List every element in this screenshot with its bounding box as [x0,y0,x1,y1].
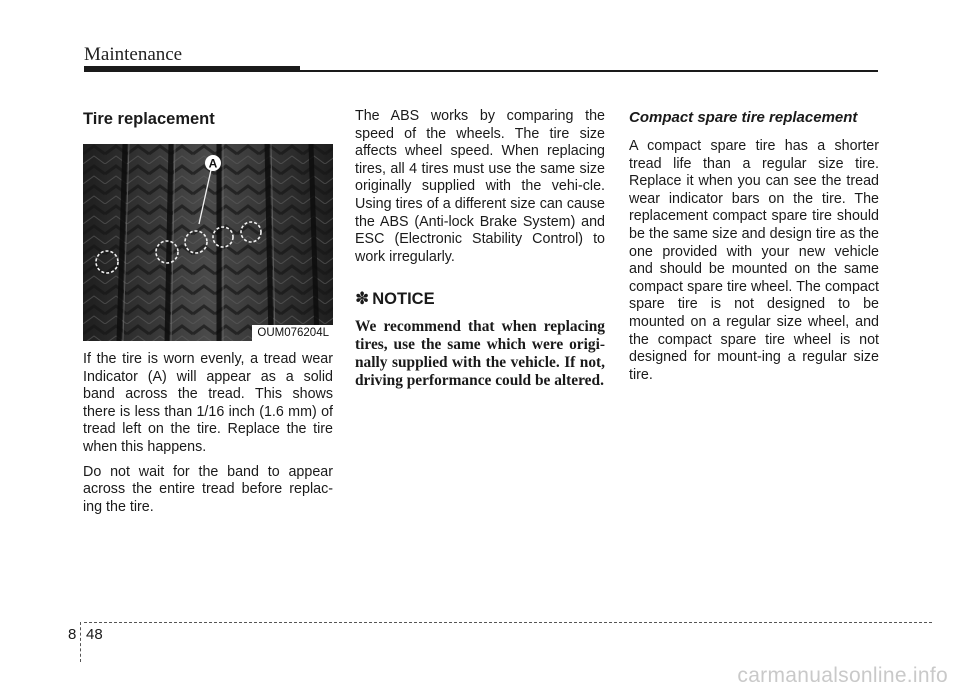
middle-column [355,108,605,390]
abs-paragraph: The ABS works by comparing the speed of the wheels. The tire size affects wheel speed. When replacing tires, all 4 tires must use the same size originally supplied with the vehi-cle. Using tires of a different size can cause the ABS (Anti-lock Brake System) and ESC (Electronic Stability Control) to work irregularly. [355,108,605,265]
chapter-number: 8 [68,626,77,643]
notice-asterisk-icon: ✽ [355,289,370,309]
figure-label: OUM076204L [252,325,333,341]
spare-tire-paragraph: A compact spare tire has a shorter tread life than a regular size tire. Replace it when you can see the tread wear indicator bars on the tire. The replacement compact spare tire should be the same size and design tire as the one provided with your new vehicle and should be mounted on the same compact spare tire wheel. The compact spare tire is not designed to be mounted on a regular size wheel, and the compact spare tire wheel is not designed for mount-ing a regular size tire. [629,138,879,383]
left-column [83,108,333,523]
notice-heading [355,288,605,310]
tire-tread-figure [83,144,333,341]
header-rule-thin [300,70,878,72]
subsection-heading: Compact spare tire replacement [629,109,858,126]
watermark: carmanualsonline.info [737,664,948,687]
body-paragraph: If the tire is worn evenly, a tread wear Indicator (A) will appear as a solid band across the tread. This shows there is less than 1/16 inch (1.6 mm) of tread left on the tire. Replace the tire when this happens. [83,351,333,455]
body-paragraph: Do not wait for the band to appear across the entire tread before replac-ing the tire. [83,463,333,515]
notice-title: NOTICE [372,290,435,309]
footer-divider [84,622,932,623]
notice-text: We recommend that when replacing tires, use the same which were origi-nally supplied with the vehicle. If not, driving performance could be altered. [355,318,605,389]
figure-callout: A [208,156,218,171]
footer-vertical-divider [80,622,81,662]
section-heading: Tire replacement [83,110,215,128]
tire-tread-illustration [83,144,333,341]
right-column [629,108,879,391]
header-rule-thick [84,66,300,72]
page-number: 48 [86,626,103,643]
header-title: Maintenance [84,44,183,65]
